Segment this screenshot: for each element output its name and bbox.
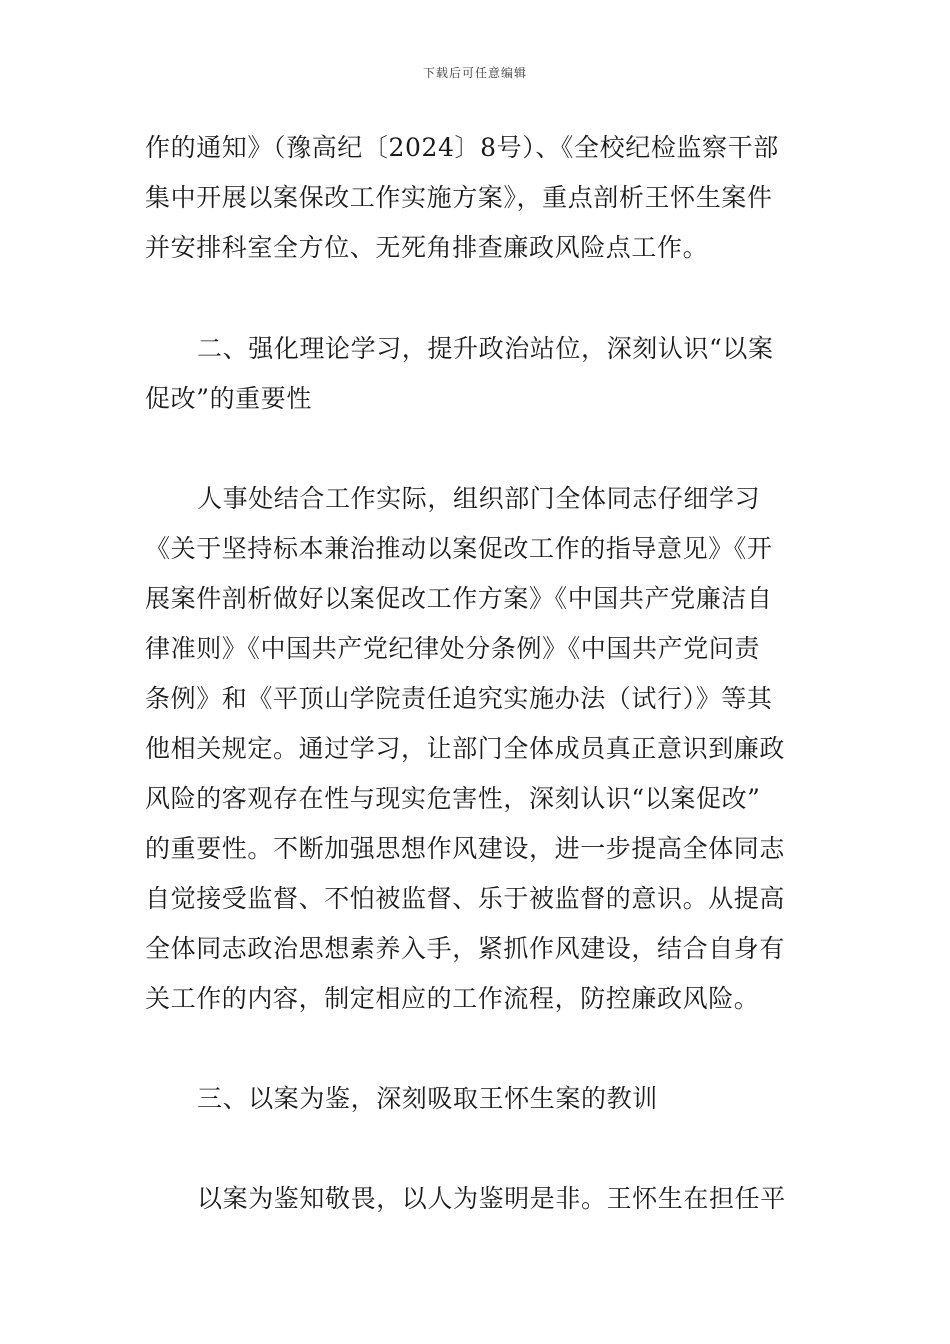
text-line: 律准则》《中国共产党纪律处分条例》《中国共产党问责 xyxy=(145,634,761,663)
text-line: 以案为鉴知敬畏，以人为鉴明是非。王怀生在担任平 xyxy=(197,1184,786,1213)
section-heading: 促改”的重要性 xyxy=(145,384,312,413)
text-line: 集中开展以案保改工作实施方案》，重点剖析王怀生案件 xyxy=(145,183,773,212)
text-line: 自觉接受监督、不怕被监督、乐于被监督的意识。从提高 xyxy=(145,884,786,913)
section-heading: 二、强化理论学习，提升政治站位，深刻认识“以案 xyxy=(197,334,774,363)
text-line: 关工作的内容，制定相应的工作流程，防控廉政风险。 xyxy=(145,984,760,1013)
text-line: 作的通知》（豫高纪〔2024〕8号）、《全校纪检监察干部 xyxy=(145,133,779,162)
text-line: 的重要性。不断加强思想作风建设，进一步提高全体同志 xyxy=(145,834,786,863)
text-line: 全体同志政治思想素养入手，紧抓作风建设，结合自身有 xyxy=(145,934,786,963)
text-line: 展案件剖析做好以案促改工作方案》《中国共产党廉洁自 xyxy=(145,584,773,613)
text-line: 他相关规定。通过学习，让部门全体成员真正意识到廉政 xyxy=(145,734,786,763)
text-line: 条例》和《平顶山学院责任追究实施办法（试行）》等其 xyxy=(145,684,773,713)
text-line: 并安排科室全方位、无死角排查廉政风险点工作。 xyxy=(145,233,709,262)
text-line: 《关于坚持标本兼治推动以案促改工作的指导意见》《开 xyxy=(145,534,773,563)
text-line: 人事处结合工作实际，组织部门全体同志仔细学习 xyxy=(197,484,761,513)
page-header-note: 下载后可任意编辑 xyxy=(422,66,527,80)
section-heading: 三、以案为鉴，深刻吸取王怀生案的教训 xyxy=(197,1084,658,1113)
text-line: 风险的客观存在性与现实危害性，深刻认识“以案促改” xyxy=(145,784,761,813)
